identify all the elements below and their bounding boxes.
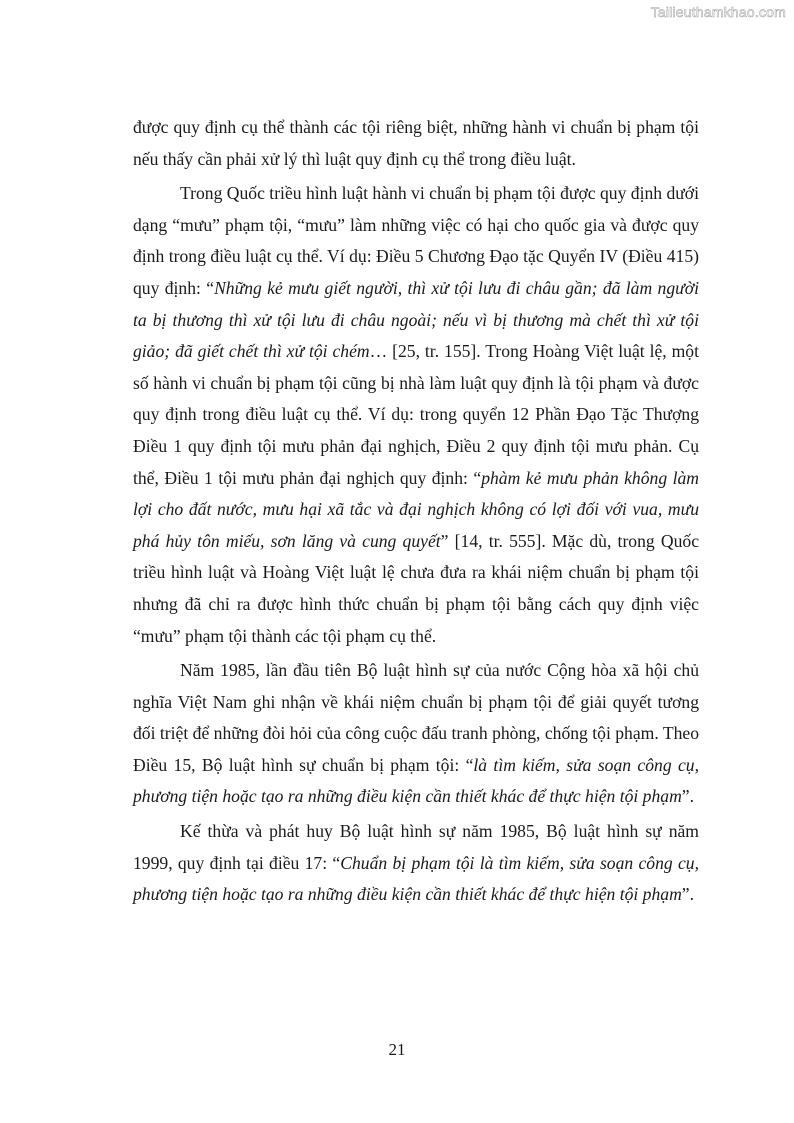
paragraph <box>133 655 699 813</box>
text-run: Trong Quốc triều hình luật hành vi chuẩn bị phạm tội được quy định dưới dạng “mưu” phạm tội, “mưu” làm những việc có hại cho quốc gia và được quy định trong điều luật cụ thể. Ví dụ: Điều 5 Chương Đạo tặc Quyển IV (Điều 415) quy định: “ <box>133 183 699 298</box>
document-body <box>133 112 699 911</box>
watermark: Tailieuthamkhao.com <box>650 4 786 20</box>
italic-quote: Chuẩn bị phạm tội là tìm kiếm, sửa soạn công cụ, phương tiện hoặc tạo ra những điều kiện cần thiết khác để thực hiện tội phạm <box>133 852 699 905</box>
text-run: … [25, tr. 155]. Trong Hoàng Việt luật lệ, một số hành vi chuẩn bị phạm tội cũng bị nhà làm luật quy định là tội phạm và được quy định trong điều luật cụ thể. Ví dụ: trong quyển 12 Phần Đạo Tặc Thượng Điều 1 quy định tội mưu phản đại nghịch, Điều 2 quy định tội mưu phản. Cụ thể, Điều 1 tội mưu phản đại nghịch quy định: “ <box>133 341 699 488</box>
paragraph <box>133 178 699 652</box>
italic-quote: Những kẻ mưu giết người, thì xử tội lưu đi châu gần; đã làm người ta bị thương thì xử tội lưu đi châu ngoài; nếu vì bị thương mà chết thì xử tội giảo; đã giết chết thì xử tội chém <box>133 277 699 362</box>
text-run: ”. <box>681 786 694 807</box>
text-run: ” [14, tr. 555]. Mặc dù, trong Quốc triều hình luật và Hoàng Việt luật lệ chưa đưa ra khái niệm chuẩn bị phạm tội nhưng đã chỉ ra được hình thức chuẩn bị phạm tội bằng cách quy định việc “mưu” phạm tội thành các tội phạm cụ thể. <box>133 530 699 646</box>
paragraph <box>133 112 699 175</box>
text-run: Năm 1985, lần đầu tiên Bộ luật hình sự của nước Cộng hòa xã hội chủ nghĩa Việt Nam ghi nhận về khái niệm chuẩn bị phạm tội để giải quyết tương đối triệt để những đòi hỏi của công cuộc đấu tranh phòng, chống tội phạm. Theo Điều 15, Bộ luật hình sự chuẩn bị phạm tội: “ <box>133 660 699 775</box>
text-run: Kế thừa và phát huy Bộ luật hình sự năm 1985, Bộ luật hình sự năm 1999, quy định tại điều 17: “ <box>133 821 699 873</box>
paragraph <box>133 816 699 911</box>
italic-quote: phàm kẻ mưu phản không làm lợi cho đất nước, mưu hại xã tắc và đại nghịch không có lợi đối với vua, mưu phá hủy tôn miếu, sơn lăng và cung quyết <box>133 467 699 551</box>
page-number: 21 <box>388 1040 406 1059</box>
text-run: ”. <box>681 884 694 905</box>
italic-quote: là tìm kiếm, sửa soạn công cụ, phương tiện hoặc tạo ra những điều kiện cần thiết khác để thực hiện tội phạm <box>133 754 699 807</box>
text-run: được quy định cụ thể thành các tội riêng biệt, những hành vi chuẩn bị phạm tội nếu thấy cần phải xử lý thì luật quy định cụ thể trong điều luật. <box>133 117 699 169</box>
